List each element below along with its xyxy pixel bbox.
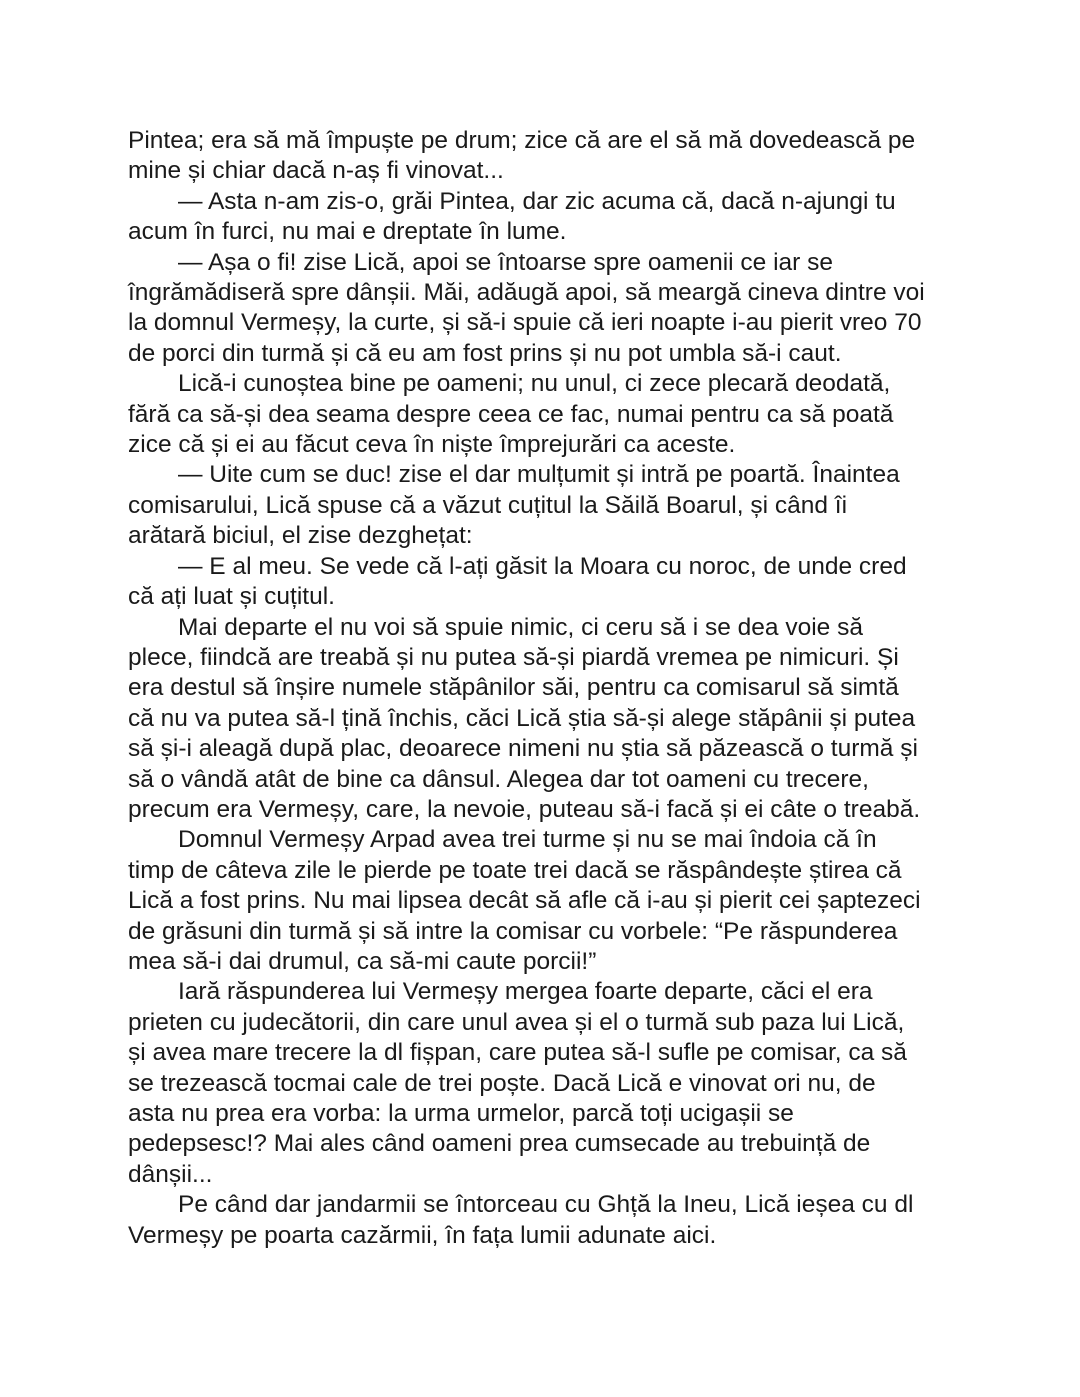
text-line: zice că și ei au făcut ceva în niște împrejurări ca aceste. [128, 431, 736, 459]
text-line: — Așa o fi! zise Lică, apoi se întoarse spre oamenii ce iar se [178, 248, 834, 276]
text-line: arătară biciul, el zise dezghețat: [128, 522, 473, 550]
text-line: acum în furci, nu mai e dreptate în lume. [128, 218, 567, 246]
text-line: Pe când dar jandarmii se întorceau cu Ghță la Ineu, Lică ieșea cu dl [178, 1191, 914, 1219]
text-line: se trezească tocmai cale de trei poște. Dacă Lică e vinovat ori nu, de [128, 1069, 876, 1097]
text-line: la domnul Vermeșy, la curte, și să-i spuie că ieri noapte i-au pierit vreo 70 [128, 309, 922, 337]
document-page [128, 126, 958, 1251]
text-line: fără ca să-și dea seama despre ceea ce fac, numai pentru ca să poată [128, 400, 894, 428]
text-line: plece, fiindcă are treabă și nu putea să-și piardă vremea pe nimicuri. Și [128, 643, 899, 671]
text-line: prieten cu judecătorii, din care unul avea și el o turmă sub paza lui Lică, [128, 1008, 905, 1036]
text-line: Vermeșy pe poarta cazărmii, în fața lumii adunate aici. [128, 1221, 717, 1249]
text-line: dânșii... [128, 1160, 213, 1188]
text-line: mine și chiar dacă n-aș fi vinovat... [128, 157, 504, 185]
text-line: Mai departe el nu voi să spuie nimic, ci ceru să i se dea voie să [178, 613, 863, 641]
text-line: Iară răspunderea lui Vermeșy mergea foarte departe, căci el era [178, 978, 873, 1006]
text-line: de grăsuni din turmă și să intre la comisar cu vorbele: “Pe răspunderea [128, 917, 898, 945]
text-line: Lică-i cunoștea bine pe oameni; nu unul, ci zece plecară deodată, [178, 370, 891, 398]
paragraph [128, 613, 958, 826]
text-line: că ați luat și cuțitul. [128, 583, 335, 611]
text-line: asta nu prea era vorba: la urma urmelor, parcă toți ucigașii se [128, 1100, 794, 1127]
text-line: și avea mare trecere la dl fișpan, care putea să-l sufle pe comisar, ca să [128, 1039, 907, 1067]
text-line: precum era Vermeșy, care, la nevoie, puteau să-i facă și ei câte o treabă. [128, 795, 921, 823]
paragraph [128, 1190, 958, 1251]
paragraph [128, 369, 958, 460]
text-line: pedepsesc!? Mai ales când oameni prea cumsecade au trebuință de [128, 1130, 871, 1158]
paragraph [128, 825, 958, 977]
text-line: mea să-i dai drumul, ca să-mi caute porcii!” [128, 947, 597, 975]
text-line: timp de câteva zile le pierde pe toate trei dacă se răspândește știrea că [128, 856, 902, 884]
text-line: comisarului, Lică spuse că a văzut cuțitul la Săilă Boarul, și când îi [128, 491, 848, 519]
paragraph [128, 187, 958, 248]
paragraph [128, 460, 958, 551]
text-line: îngrămădiseră spre dânșii. Măi, adăugă apoi, să meargă cineva dintre voi [128, 279, 925, 307]
text-line: era destul să înșire numele stăpânilor săi, pentru ca comisarul să simtă [128, 674, 899, 702]
text-line: de porci din turmă și că eu am fost prins și nu pot umbla să-i caut. [128, 339, 842, 367]
text-line: să o vândă atât de bine ca dânsul. Alegea dar tot oameni cu trecere, [128, 765, 869, 793]
paragraph [128, 977, 958, 1190]
text-line: — Asta n-am zis-o, grăi Pintea, dar zic acuma că, dacă n-ajungi tu [178, 187, 896, 215]
text-line: — E al meu. Se vede că l-ați găsit la Moara cu noroc, de unde cred [178, 552, 907, 580]
text-line: Pintea; era să mă împuște pe drum; zice că are el să mă dovedească pe [128, 127, 916, 154]
text-line: Lică a fost prins. Nu mai lipsea decât să afle că i-au și pierit cei șaptezeci [128, 887, 921, 915]
paragraph [128, 126, 958, 187]
text-line: Domnul Vermeșy Arpad avea trei turme și nu se mai îndoia că în [178, 826, 877, 854]
text-line: — Uite cum se duc! zise el dar mulțumit și intră pe poartă. Înaintea [178, 461, 900, 489]
text-line: că nu va putea să-l țină închis, căci Lică știa să-și alege stăpânii și putea [128, 704, 916, 732]
paragraph [128, 552, 958, 613]
paragraph [128, 248, 958, 370]
text-line: să și-i aleagă după plac, deoarece nimeni nu știa să păzească o turmă și [128, 735, 918, 763]
